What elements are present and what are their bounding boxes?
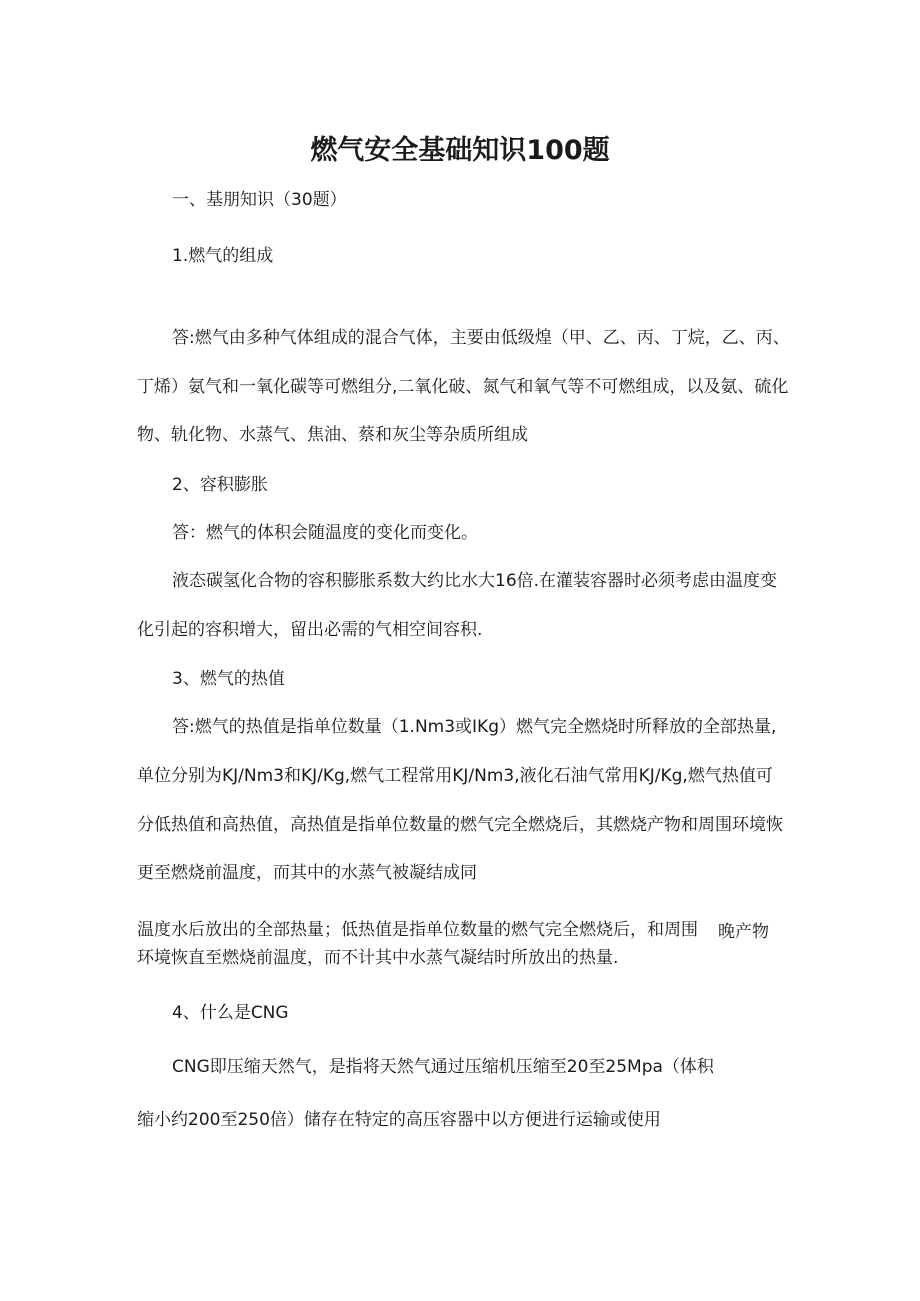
question-1-answer-line: 答:燃气由多种气体组成的混合气体，主要由低级煌（甲、乙、丙、丁烷，乙、丙、 [172, 328, 790, 348]
question-3-answer-line: 答:燃气的热值是指单位数量（1.Nm3或IKg）燃气完全燃烧时所释放的全部热量, [172, 717, 777, 737]
question-2-detail-line: 化引起的容积增大，留出必需的气相空间容积. [137, 620, 483, 640]
question-1-heading: 1.燃气的组成 [172, 246, 274, 266]
question-1-answer-line: 丁烯）氨气和一氧化碳等可燃组分,二氧化破、氮气和氧气等不可燃组成，以及氨、硫化 [137, 377, 789, 397]
question-3-continuation-line: 环境恢直至燃烧前温度，而不计其中水蒸气凝结时所放出的热量. [137, 948, 619, 968]
question-2-heading: 2、容积膨胀 [172, 475, 268, 495]
question-3-heading: 3、燃气的热值 [172, 669, 285, 689]
question-4-answer-line: CNG即压缩天然气，是指将天然气通过压缩机压缩至20至25Mpa（体积 [172, 1057, 714, 1077]
question-1-answer-line: 物、轨化物、水蒸气、焦油、蔡和灰尘等杂质所组成 [137, 425, 528, 445]
section-heading: 一、基朋知识（30题） [172, 190, 347, 210]
question-4-heading: 4、什么是CNG [172, 1003, 289, 1023]
question-3-continuation-line: 温度水后放出的全部热量；低热值是指单位数量的燃气完全燃烧后，和周围 [137, 920, 698, 940]
question-3-margin-fragment: 晚产物 [718, 922, 769, 942]
question-2-detail-line: 液态碳氢化合物的容积膨胀系数大约比水大16倍.在灌装容器时必须考虑由温度变 [172, 571, 778, 591]
question-3-answer-line: 更至燃烧前温度，而其中的水蒸气被凝结成同 [137, 863, 477, 883]
document-title: 燃气安全基础知识100题 [310, 135, 610, 166]
question-3-answer-line: 分低热值和高热值，高热值是指单位数量的燃气完全燃烧后，其燃烧产物和周围环境恢 [137, 815, 783, 835]
question-2-answer: 答：燃气的体积会随温度的变化而变化。 [172, 523, 478, 543]
question-4-answer-line: 缩小约200至250倍）储存在特定的高压容器中以方便进行运输或使用 [137, 1110, 661, 1130]
question-3-answer-line: 单位分别为KJ/Nm3和KJ/Kg,燃气工程常用KJ/Nm3,液化石油气常用KJ/Kg,燃气热值可 [137, 766, 773, 786]
